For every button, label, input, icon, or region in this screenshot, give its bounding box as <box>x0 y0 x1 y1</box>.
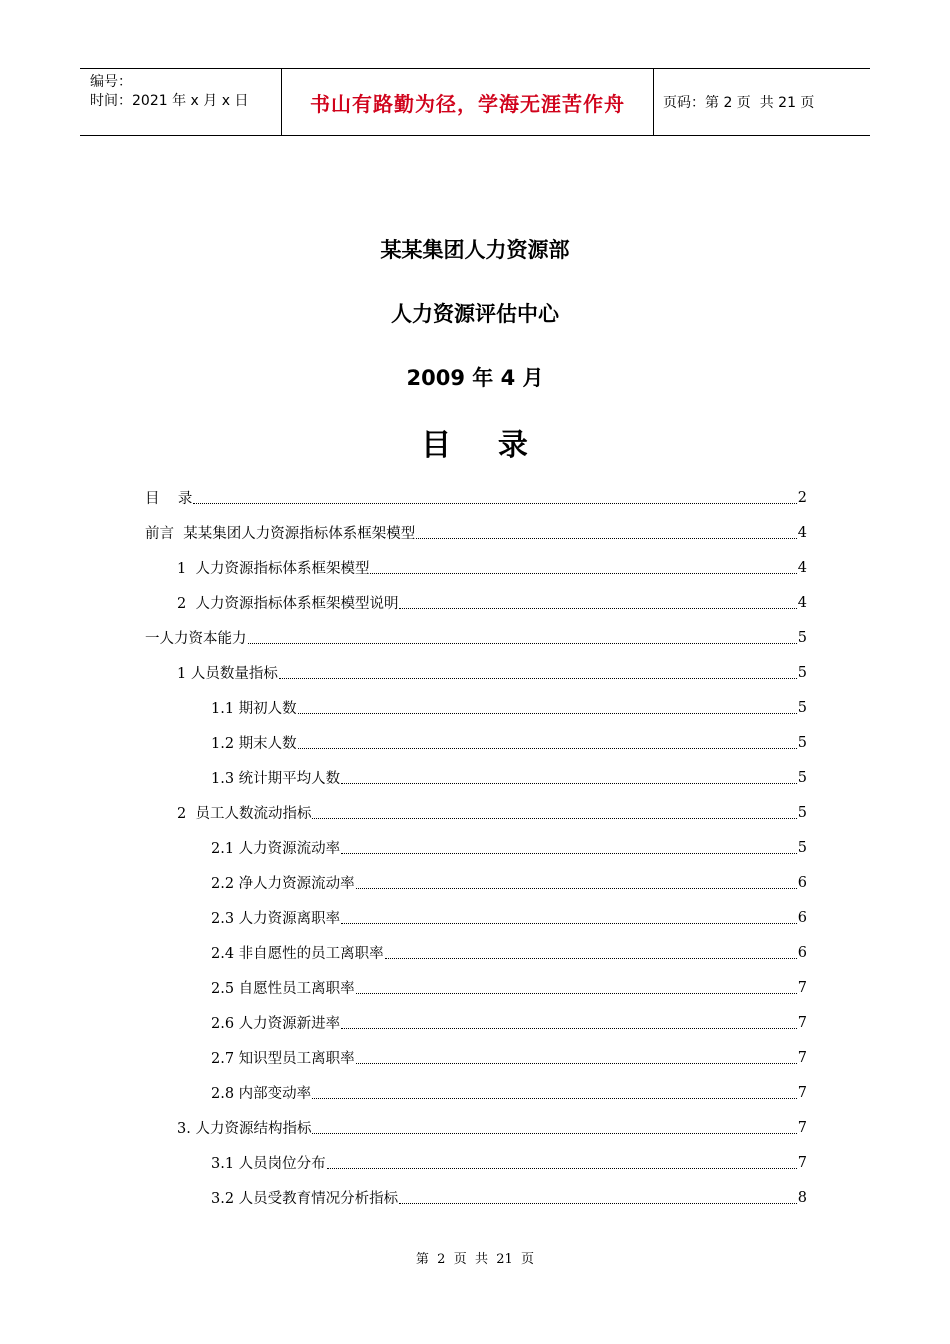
toc-entry-page: 5 <box>797 839 807 856</box>
toc-entry-page: 6 <box>797 874 807 891</box>
toc-entry[interactable] <box>145 900 807 935</box>
toc-entry-label: 2.4 非自愿性的员工离职率 <box>211 946 384 962</box>
toc-entry-page: 7 <box>797 1154 807 1171</box>
toc-entry[interactable] <box>145 1180 807 1215</box>
toc-leader-dots <box>341 912 797 924</box>
toc-entry-page: 5 <box>797 629 807 646</box>
toc-entry[interactable] <box>145 865 807 900</box>
toc-leader-dots <box>312 1122 796 1134</box>
toc-entry-label: 前言 某某集团人力资源指标体系框架模型 <box>145 526 416 542</box>
toc-entry-page: 5 <box>797 804 807 821</box>
toc-entry-page: 5 <box>797 699 807 716</box>
header-page-info <box>654 69 870 135</box>
toc-leader-dots <box>341 772 797 784</box>
center-title: 人力资源评估中心 <box>391 302 559 326</box>
toc-entry[interactable] <box>145 620 807 655</box>
toc-leader-dots <box>356 877 797 889</box>
toc-leader-dots <box>399 1192 797 1204</box>
toc-heading <box>0 420 950 464</box>
toc-leader-dots <box>356 982 797 994</box>
toc-entry[interactable] <box>145 690 807 725</box>
toc-entry[interactable] <box>145 1005 807 1040</box>
toc-entry-page: 7 <box>797 1014 807 1031</box>
toc-entry[interactable] <box>145 935 807 970</box>
toc-entry-label: 1 人员数量指标 <box>177 666 278 682</box>
toc-leader-dots <box>298 737 797 749</box>
toc-entry-label: 2 员工人数流动指标 <box>177 806 312 822</box>
toc-entry-page: 7 <box>797 1119 807 1136</box>
toc-entry-label: 1.1 期初人数 <box>211 701 297 717</box>
toc-leader-dots <box>356 1052 797 1064</box>
toc-entry-label: 2.1 人力资源流动率 <box>211 841 341 857</box>
toc-entry-label: 2.2 净人力资源流动率 <box>211 876 355 892</box>
toc-leader-dots <box>248 632 797 644</box>
toc-entry-label: 2.5 自愿性员工离职率 <box>211 981 355 997</box>
toc-entry-label: 3.1 人员岗位分布 <box>211 1156 326 1172</box>
toc-entry[interactable] <box>145 1075 807 1110</box>
toc-entry[interactable] <box>145 1145 807 1180</box>
toc-entry-label: 2.6 人力资源新进率 <box>211 1016 341 1032</box>
toc-leader-dots <box>399 597 796 609</box>
toc-leader-dots <box>298 702 797 714</box>
toc-entry-page: 8 <box>797 1189 807 1206</box>
toc-leader-dots <box>193 492 796 504</box>
toc-entry[interactable] <box>145 550 807 585</box>
toc-entry[interactable] <box>145 1110 807 1145</box>
table-of-contents <box>145 480 807 1215</box>
toc-entry-page: 7 <box>797 1084 807 1101</box>
toc-entry-page: 7 <box>797 1049 807 1066</box>
date-title: 2009 年 4 月 <box>406 366 544 390</box>
toc-leader-dots <box>312 807 796 819</box>
toc-entry-label: 3.2 人员受教育情况分析指标 <box>211 1191 399 1207</box>
header-motto: 书山有路勤为径，学海无涯苦作舟 <box>281 69 654 135</box>
toc-leader-dots <box>327 1157 797 1169</box>
toc-leader-dots <box>341 842 797 854</box>
toc-entry[interactable] <box>145 725 807 760</box>
toc-entry-page: 7 <box>797 979 807 996</box>
toc-entry-label: 3. 人力资源结构指标 <box>177 1121 312 1137</box>
toc-entry[interactable] <box>145 585 807 620</box>
toc-leader-dots <box>341 1017 797 1029</box>
toc-leader-dots <box>385 947 797 959</box>
org-title: 某某集团人力资源部 <box>380 238 570 262</box>
toc-leader-dots <box>279 667 797 679</box>
toc-heading-text: 目 录 <box>421 428 529 463</box>
header-meta <box>80 69 281 135</box>
toc-entry-label: 2.7 知识型员工离职率 <box>211 1051 355 1067</box>
toc-entry[interactable] <box>145 1040 807 1075</box>
toc-entry-label: 2 人力资源指标体系框架模型说明 <box>177 596 399 612</box>
toc-entry-page: 6 <box>797 909 807 926</box>
page-info-text: 页码：第 2 页 共 21 页 <box>663 95 815 111</box>
toc-leader-dots <box>370 562 796 574</box>
toc-entry-page: 6 <box>797 944 807 961</box>
time-label: 时间：2021 年 x 月 x 日 <box>90 93 249 109</box>
toc-entry[interactable] <box>145 760 807 795</box>
toc-entry-page: 2 <box>797 489 807 506</box>
number-label: 编号： <box>90 74 132 90</box>
toc-entry[interactable] <box>145 655 807 690</box>
toc-entry-page: 5 <box>797 769 807 786</box>
page-header <box>80 68 870 136</box>
toc-entry-label: 一人力资本能力 <box>145 631 247 647</box>
toc-entry[interactable] <box>145 970 807 1005</box>
toc-entry-page: 4 <box>797 524 807 541</box>
toc-entry-page: 5 <box>797 664 807 681</box>
toc-entry-page: 4 <box>797 559 807 576</box>
toc-entry-label: 2.8 内部变动率 <box>211 1086 312 1102</box>
page-footer <box>0 1248 950 1267</box>
toc-entry-page: 5 <box>797 734 807 751</box>
toc-entry-label: 1.2 期末人数 <box>211 736 297 752</box>
toc-leader-dots <box>416 527 797 539</box>
footer-text: 第 2 页 共 21 页 <box>415 1252 535 1267</box>
toc-entry-label: 2.3 人力资源离职率 <box>211 911 341 927</box>
toc-entry-page: 4 <box>797 594 807 611</box>
toc-entry[interactable] <box>145 795 807 830</box>
toc-entry[interactable] <box>145 515 807 550</box>
toc-entry[interactable] <box>145 830 807 865</box>
toc-entry[interactable] <box>145 480 807 515</box>
toc-leader-dots <box>312 1087 797 1099</box>
toc-entry-label: 目 录 <box>145 491 193 507</box>
toc-entry-label: 1.3 统计期平均人数 <box>211 771 341 787</box>
toc-entry-label: 1 人力资源指标体系框架模型 <box>177 561 370 577</box>
